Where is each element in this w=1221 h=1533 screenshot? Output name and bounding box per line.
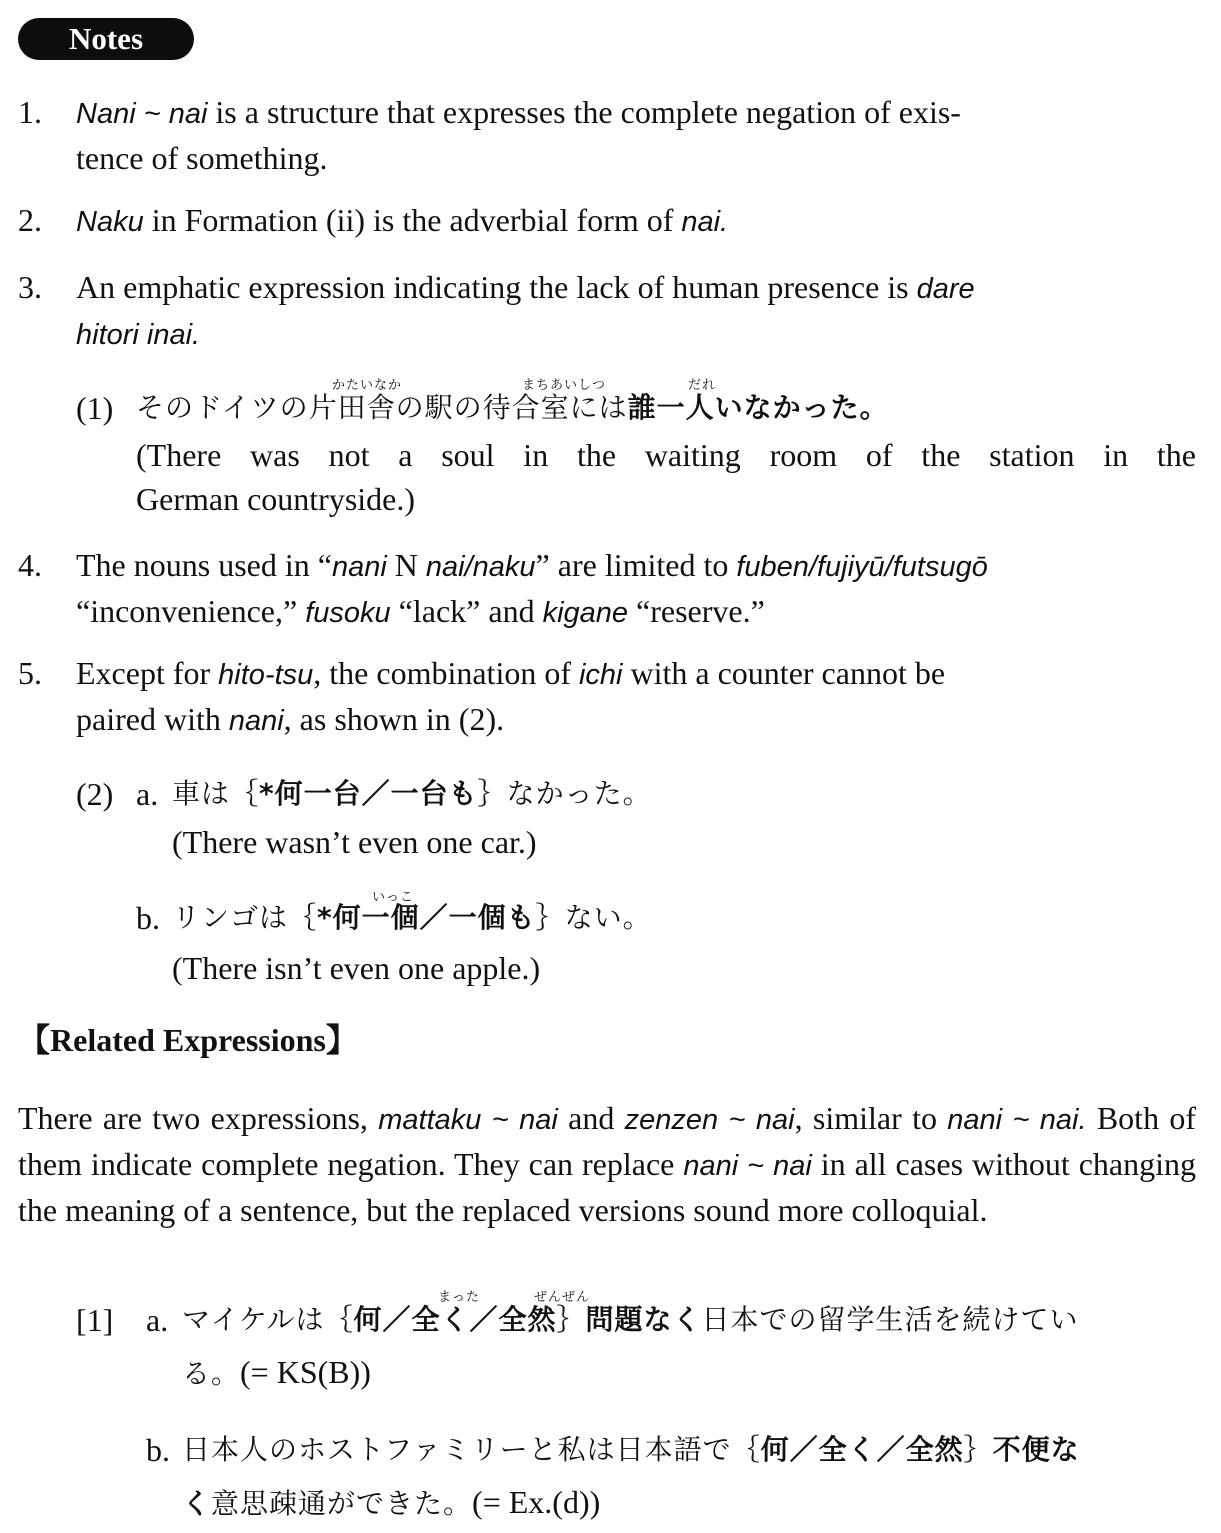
rel-7: nai.	[1039, 1104, 1087, 1136]
r1b-2: 何／全く／全然	[760, 1433, 964, 1466]
note-4-i: “lack” and	[390, 593, 543, 629]
note-2-mid: in Formation (ii) is the adverbial form of	[143, 202, 682, 238]
note-5-f: paired with	[76, 701, 229, 737]
example-r1a-label: a.	[146, 1302, 169, 1338]
r1b-6: 意思疎通ができた。	[211, 1487, 473, 1520]
ruby-zenzen: ぜんぜん	[534, 1290, 591, 1305]
r1b-3: ｝	[963, 1433, 993, 1466]
note-3-number: 3.	[18, 269, 42, 305]
example-2a-jp-bold: *何一台／一台も	[259, 777, 478, 810]
note-1-term: Nani ~ nai	[76, 98, 208, 130]
note-4-a: The nouns used in “	[76, 547, 332, 583]
note-3-term-a: dare	[916, 273, 975, 305]
related-expressions-header: 【Related Expressions】	[18, 1022, 358, 1058]
note-4-c: N	[386, 547, 426, 583]
r1a-3: ｝	[556, 1303, 586, 1336]
ruby-matta: まった	[438, 1290, 481, 1305]
note-3-text	[76, 265, 1196, 357]
note-4-b: nani	[331, 551, 387, 583]
note-4-h: fusoku	[305, 597, 391, 629]
rel-3: and	[557, 1100, 625, 1136]
rel-9: nani ~ nai	[683, 1150, 812, 1182]
note-4-number: 4.	[18, 547, 42, 583]
note-5-c: , the combination of	[313, 655, 579, 691]
rel-6: nani ~	[947, 1104, 1030, 1136]
example-1-jp-plain: そのドイツの片田舎の駅の待合室には	[136, 391, 628, 424]
ruby-machiaishitsu: まちあいしつ	[522, 378, 607, 393]
example-2a-jp-1: 車は｛	[172, 777, 260, 810]
related-expressions-paragraph	[18, 1096, 1196, 1232]
note-5-g: nani	[228, 705, 284, 737]
example-r1a-japanese	[182, 1298, 1079, 1342]
note-5-a: Except for	[76, 655, 219, 691]
note-1-number: 1.	[18, 94, 42, 130]
note-5-b: hito-tsu	[218, 659, 314, 691]
note-3-term-b: hitori inai.	[76, 319, 201, 351]
rel-10: in all cases without changing the meaning of a sentence, but the replaced	[18, 1146, 1197, 1228]
r1a-4: 問題なく	[585, 1303, 702, 1336]
ruby-katainaka: かたいなか	[332, 378, 403, 393]
rel-8: Both of them indicate complete negation. They can replace	[18, 1100, 1197, 1182]
note-2-end: nai.	[681, 206, 729, 238]
r1b-1: 日本人のホストファミリーと私は日本語で｛	[182, 1433, 761, 1466]
r1b-ref: (= Ex.(d))	[472, 1484, 601, 1520]
example-r1b-line2	[182, 1480, 600, 1526]
note-4-e: ” are limited to	[535, 547, 737, 583]
ruby-ikko: いっこ	[372, 890, 415, 905]
note-5-d: ichi	[578, 659, 623, 691]
example-1-label: (1)	[76, 390, 114, 426]
note-3-line1: An emphatic expression indicating the lack of human presence is	[76, 269, 917, 305]
note-5-h: , as shown in (2).	[283, 701, 505, 737]
note-4-j: kigane	[542, 597, 629, 629]
note-4-f: fuben/fujiyū/futsugō	[736, 551, 988, 583]
note-1-line2: tence of something.	[76, 140, 328, 176]
note-1-line1: is a structure that expresses the complete negation of exis-	[207, 94, 961, 130]
example-1-translation-2: German countryside.)	[136, 481, 416, 517]
example-r1b-japanese	[182, 1428, 1080, 1472]
example-r1-label: [1]	[76, 1302, 114, 1338]
rel-4: zenzen ~ nai	[624, 1104, 795, 1136]
example-2b-jp-bold: *何一個／一個も	[317, 901, 536, 934]
r1a-ref: (= KS(B))	[240, 1354, 371, 1390]
ruby-dare: だれ	[688, 378, 717, 393]
note-4-k: “reserve.”	[628, 593, 765, 629]
note-4-g: “inconvenience,”	[76, 593, 306, 629]
note-5-e: with a counter cannot be	[622, 655, 946, 691]
note-5-number: 5.	[18, 655, 42, 691]
example-2b-label: b.	[136, 900, 160, 936]
r1b-4: 不便な	[992, 1433, 1080, 1466]
r1a-6: る。	[182, 1357, 241, 1390]
rel-11: versions sound more colloquial.	[578, 1192, 988, 1228]
example-r1b-label: b.	[146, 1432, 170, 1468]
note-2-text	[76, 198, 1196, 244]
note-4-text	[76, 543, 1196, 635]
note-5-text	[76, 651, 1196, 743]
r1a-1: マイケルは｛	[182, 1303, 354, 1336]
note-1-text	[76, 90, 1196, 180]
example-2a-jp-3: ｝なかった。	[477, 777, 652, 810]
note-2-term: Naku	[76, 206, 144, 238]
example-1-jp-bold: 誰一人いなかった。	[627, 391, 889, 424]
example-2b-jp-1: リンゴは｛	[172, 901, 318, 934]
note-2-number: 2.	[18, 202, 42, 238]
example-1-japanese	[136, 386, 889, 430]
example-2b-translation: (There isn’t even one apple.)	[172, 950, 541, 986]
example-2a-translation: (There wasn’t even one car.)	[172, 824, 537, 860]
example-r1a-line2	[182, 1350, 371, 1396]
rel-1: There are two expressions,	[18, 1100, 379, 1136]
example-2b-jp-3: ｝ない。	[535, 901, 652, 934]
rel-2: mattaku ~ nai	[378, 1104, 558, 1136]
example-2-label: (2)	[76, 776, 114, 812]
notes-badge: Notes	[18, 18, 194, 60]
note-4-d: nai/naku	[425, 551, 536, 583]
example-2a-label: a.	[136, 776, 159, 812]
example-1-translation-1: (There was not a soul in the waiting room of the station in the	[136, 437, 1196, 473]
r1a-2: 何／全く／全然	[353, 1303, 557, 1336]
example-2a-japanese	[172, 772, 652, 816]
r1a-5: 日本での留学生活を続けてい	[701, 1303, 1079, 1336]
r1b-5: く	[182, 1487, 212, 1520]
rel-5: , similar to	[794, 1100, 948, 1136]
